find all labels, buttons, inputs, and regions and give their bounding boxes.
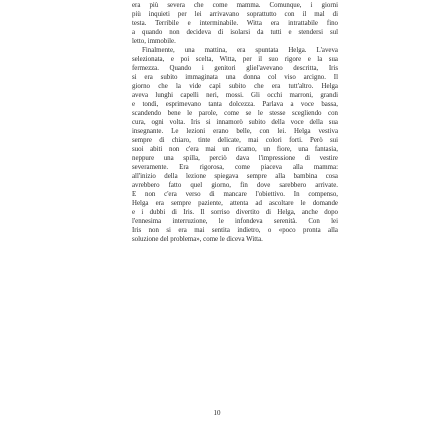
text-line: fermezza. Quando i genitori gliel'avevano descritta, Iris — [132, 65, 338, 72]
text-line: si era subito immaginata una donna col viso arcigno. Il — [132, 74, 338, 81]
text-line: letto, immobile. — [132, 38, 176, 45]
text-line: soluzione del problema», come le diceva Witta. — [132, 236, 263, 243]
text-line: cura, ogni volta. Iris si innamorò subito della voce della sua — [132, 119, 338, 126]
text-line: Finalmente, una mattina, era spuntata Helga. L'aveva — [142, 47, 338, 54]
text-line: sempre di chiaro, tinte delicate, mai colori forti. Però sui — [132, 137, 338, 144]
text-line: era più severa che come mamma. Comunque, i giorni — [132, 2, 338, 9]
text-line: a quando non decideva di isolarsi da tutti e stendersi sul — [132, 29, 338, 36]
text-line: suoi abiti non c'era mai un ricamo, un fiore, una fantasia, — [132, 146, 338, 153]
page-number: 10 — [213, 409, 221, 417]
text-line: aveva lunghi capelli neri, mossi. Gli occhi marroni, grandi — [132, 92, 338, 99]
text-line: Iris non si era mai sentita indietro, o «poco pronta alla — [132, 227, 338, 234]
text-line: e i dubbi di Iris. Il sorriso divertito di Helga, anche dopo — [132, 209, 338, 216]
text-line: E non c'era verso di mancare l'obiettivo. In compenso, — [132, 191, 338, 198]
text-line: Helga era sempre paziente, attenta ad ascoltare le domande — [132, 200, 338, 207]
text-line: più inquieti per lei arrivavano soprattutto con il mal di — [132, 11, 338, 18]
text-line: e tondi, esprimevano tanta dolcezza. Parlava a voce bassa, — [132, 101, 338, 108]
text-line: neppure una spilla, perciò dava l'impressione di vestire — [132, 155, 338, 162]
text-line: selezionata, e poi scelta, Witta, per il suo rigore e la sua — [132, 56, 338, 63]
text-line: l'ennesima interruzione, le infondeva serenità. Con lei — [132, 218, 338, 225]
text-line: giorno che la vide capì subito che era tutt'altro. Helga — [132, 83, 338, 90]
text-line: all'inizio della lezione spiegava sempre alla bambina cosa — [132, 173, 338, 180]
text-line: scandendo bene le parole, come se le stesse scegliendo con — [132, 110, 338, 117]
text-line: testa. Terribile e interminabile. Witta era intrattabile fino — [132, 20, 338, 27]
text-line: avrebbero fatto quel giorno, fin dove sarebbero arrivate. — [132, 182, 338, 189]
text-line: severamente. Era rigorosa, come piaceva alla mamma: — [132, 164, 338, 171]
body-text — [132, 1, 338, 244]
text-line: insegnante. Le lezioni erano belle, con lei. Helga vestiva — [132, 128, 338, 135]
